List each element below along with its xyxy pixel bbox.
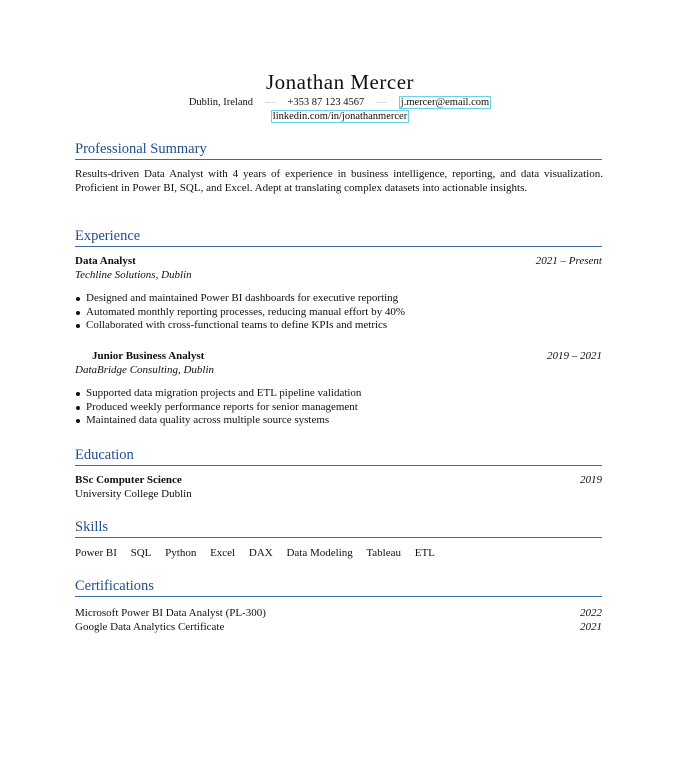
separator: — xyxy=(264,97,276,108)
skills-list xyxy=(75,547,446,559)
skill-item: DAX xyxy=(248,547,273,559)
candidate-name: Jonathan Mercer xyxy=(265,70,415,94)
separator: — xyxy=(376,97,387,108)
job-role: Junior Business Analyst xyxy=(92,350,205,362)
section-title-skills: Skills xyxy=(75,519,602,538)
email-link[interactable]: j.mercer@email.com xyxy=(400,97,490,108)
section-title-experience: Experience xyxy=(75,228,602,247)
job-role: Data Analyst xyxy=(75,255,136,267)
job-company: Techline Solutions, Dublin xyxy=(75,269,192,281)
phone-text: +353 87 123 4567 xyxy=(287,97,365,108)
skill-item: SQL xyxy=(130,547,152,559)
bullet-item: Maintained data quality across multiple source systems xyxy=(75,414,603,428)
linkedin-link[interactable]: linkedin.com/in/jonathanmercer xyxy=(272,111,408,122)
school-name: University College Dublin xyxy=(75,488,192,500)
job-dates: 2021 – Present xyxy=(535,255,602,267)
skill-item: Data Modeling xyxy=(286,547,353,559)
skill-item: Power BI xyxy=(75,547,117,559)
cert-year: 2022 xyxy=(580,607,602,619)
section-title-certifications: Certifications xyxy=(75,578,602,597)
bullet-item: Supported data migration projects and ETL pipeline validation xyxy=(75,387,603,401)
skill-item: ETL xyxy=(414,547,435,559)
skill-item: Tableau xyxy=(366,547,401,559)
degree-title: BSc Computer Science xyxy=(75,474,182,486)
section-title-education: Education xyxy=(75,447,602,466)
cert-name: Microsoft Power BI Data Analyst (PL-300) xyxy=(75,607,266,619)
bullet-item: Designed and maintained Power BI dashboards for executive reporting xyxy=(75,292,603,306)
section-title-summary: Professional Summary xyxy=(75,141,602,160)
job-company: DataBridge Consulting, Dublin xyxy=(75,364,215,376)
summary-text: Results-driven Data Analyst with 4 years of experience in business intelligence, reporting, and data visualization. Proficient in Power BI, SQL, and Excel. Adept at translating complex datasets into actionable insights. xyxy=(75,168,603,194)
bullet-item: Automated monthly reporting processes, reducing manual effort by 40% xyxy=(75,306,603,320)
cert-row xyxy=(75,621,602,633)
location-text: Dublin, Ireland xyxy=(188,97,253,108)
cert-year: 2021 xyxy=(580,621,602,633)
bullet-item: Produced weekly performance reports for senior management xyxy=(75,401,603,415)
job-bullets xyxy=(75,292,603,333)
job-bullets xyxy=(75,387,603,428)
cert-name: Google Data Analytics Certificate xyxy=(75,621,225,633)
job-dates: 2019 – 2021 xyxy=(547,350,602,362)
bullet-item: Collaborated with cross-functional teams to define KPIs and metrics xyxy=(75,319,603,333)
skill-item: Python xyxy=(165,547,197,559)
skill-item: Excel xyxy=(210,547,236,559)
linkedin-line xyxy=(0,111,680,122)
degree-year: 2019 xyxy=(580,474,602,486)
cert-row xyxy=(75,607,602,619)
contact-line xyxy=(0,97,680,108)
